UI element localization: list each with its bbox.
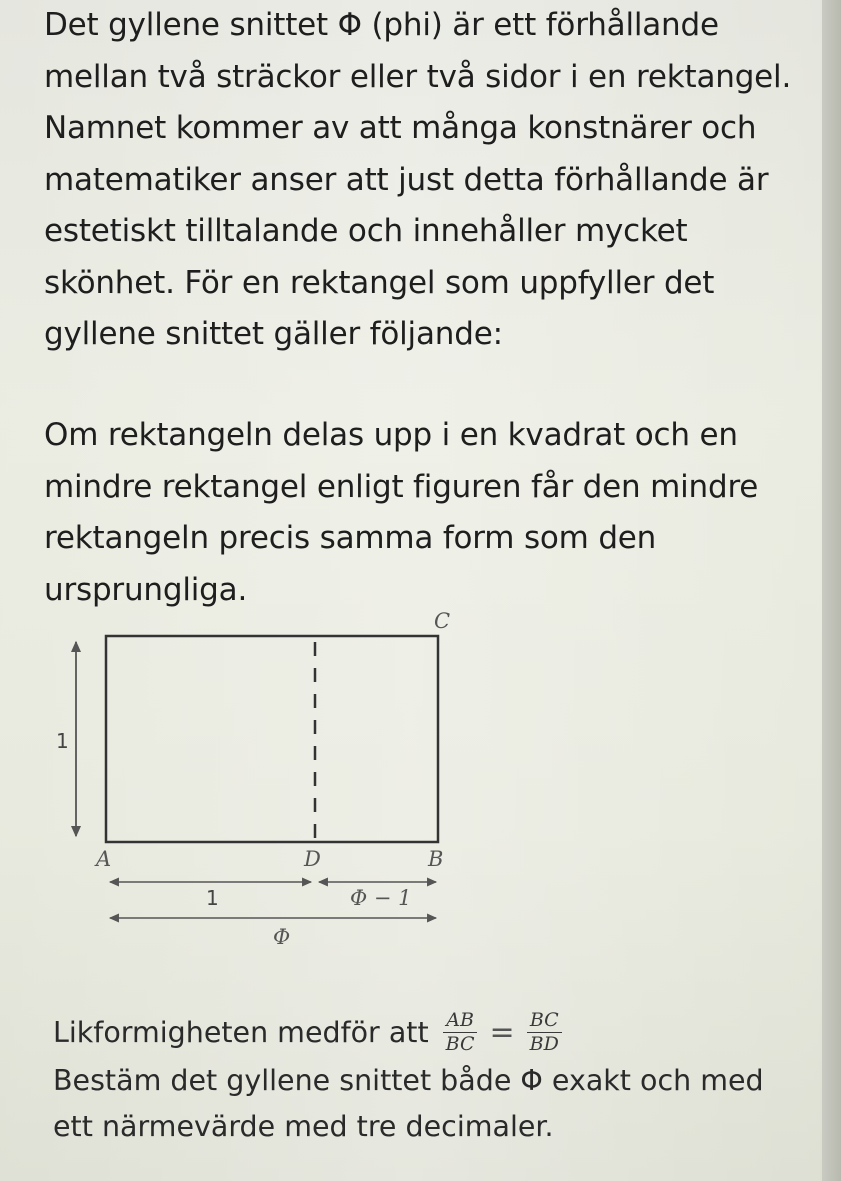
height-label: 1 xyxy=(56,729,69,753)
text-line: ursprungliga. xyxy=(44,571,248,608)
text-line: Bestäm det gyllene snittet både Φ exakt och med xyxy=(53,1064,764,1097)
text-line: Det gyllene snittet Φ (phi) är ett förhållande xyxy=(44,7,719,43)
task-paragraph xyxy=(53,1058,813,1150)
outer-rectangle xyxy=(106,636,438,842)
text-line: estetiskt tilltalande och innehåller mycket xyxy=(44,213,688,249)
similarity-text: Likformigheten medför att xyxy=(53,1015,429,1049)
intro-paragraph xyxy=(44,0,814,361)
ad-label: 1 xyxy=(206,886,219,910)
point-label-a: A xyxy=(96,847,112,871)
fraction-numerator: BC xyxy=(527,1010,562,1033)
text-line: mindre rektangel enligt figuren får den mindre xyxy=(44,468,759,505)
golden-rectangle-diagram xyxy=(40,600,480,960)
similarity-statement xyxy=(53,1002,813,1062)
point-label-d: D xyxy=(304,847,321,871)
fraction-denominator: BC xyxy=(445,1032,475,1055)
text-line: skönhet. För en rektangel som uppfyller det xyxy=(44,264,715,301)
text-line: mellan två sträckor eller två sidor i en rektangel. xyxy=(44,58,792,95)
text-line: gyllene snittet gäller följande: xyxy=(44,316,503,352)
point-label-b: B xyxy=(428,847,444,871)
db-label: Φ − 1 xyxy=(350,886,412,910)
equals-sign: = xyxy=(489,1014,515,1050)
text-line: ett närmevärde med tre decimaler. xyxy=(53,1110,554,1143)
text-line: Om rektangeln delas upp i en kvadrat och en xyxy=(44,417,738,453)
fraction-numerator: AB xyxy=(443,1010,477,1033)
ab-label: Φ xyxy=(273,925,291,949)
page-edge xyxy=(822,0,841,1181)
fraction-denominator: BD xyxy=(529,1032,559,1055)
fraction-ab-over-bc xyxy=(443,1010,478,1055)
text-line: matematiker anser att just detta förhållande är xyxy=(44,161,769,198)
golden-rectangle-figure xyxy=(40,600,480,960)
fraction-bc-over-bd xyxy=(527,1010,562,1055)
text-line: Namnet kommer av att många konstnärer och xyxy=(44,110,757,146)
point-label-c: C xyxy=(434,609,451,633)
description-paragraph xyxy=(44,410,814,616)
text-line: rektangeln precis samma form som den xyxy=(44,520,657,556)
